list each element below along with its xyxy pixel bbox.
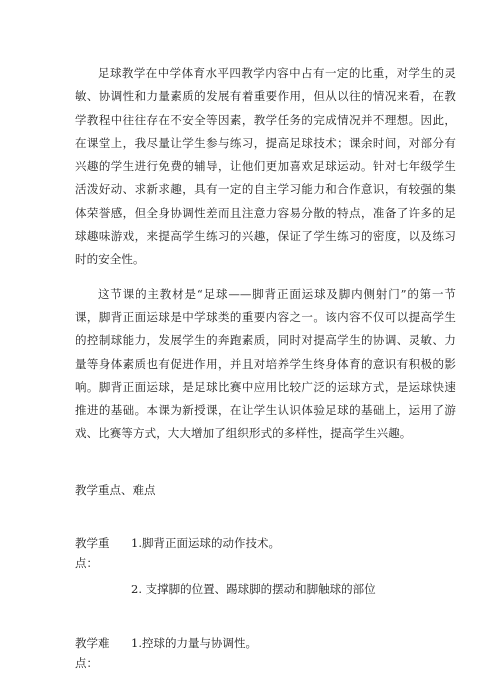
key-point-item: 1.脚背正面运球的动作技术。	[131, 535, 280, 550]
key-points-row	[75, 533, 456, 573]
difficulties-section	[75, 633, 456, 673]
key-point-item: 2. 支撑脚的位置、踢球脚的摆动和脚触球的部位	[131, 581, 376, 596]
difficulties-row	[75, 633, 456, 673]
section-heading: 教学重点、难点	[75, 482, 156, 497]
body-paragraph-1: 足球教学在中学体育水平四教学内容中占有一定的比重，对学生的灵敏、协调性和力量素质的发展有着重要作用，但从以往的情况来看，在教学教程中往往存在不安全等因素，教学任务的完成情况并不理想。因此，在课堂上，我尽量让学生参与练习，提高足球技术；课余时间，对部分有兴趣的学生进行免费的辅导，让他们更加喜欢足球运动。针对七年级学生活泼好动、求新求趣，具有一定的自主学习能力和合作意识，有较强的集体荣誉感，但全身协调性差而且注意力容易分散的特点，准备了许多的足球趣味游戏，来提高学生练习的兴趣，保证了学生练习的密度，以及练习时的安全性。	[75, 66, 456, 267]
difficulty-item: 1.控球的力量与协调性。	[131, 635, 257, 650]
difficulties-label: 教学难点：	[75, 635, 110, 670]
key-points-label: 教学重点：	[75, 535, 110, 570]
body-paragraph-2: 这节课的主教材是“足球——脚背正面运球及脚内侧射门”的第一节课，脚背正面运球是中学球类的重要内容之一。该内容不仅可以提高学生的控制球能力，发展学生的奔跑素质，同时对提高学生的协调、灵敏、力量等身体素质也有促进作用，并且对培养学生终身体育的意识有积极的影响。脚背正面运球，是足球比赛中应用比较广泛的运球方式，是运球快速推进的基础。本课为新授课，在让学生认识体验足球的基础上，运用了游戏、比赛等方式，大大增加了组织形式的多样性，提高学生兴趣。	[75, 286, 456, 441]
